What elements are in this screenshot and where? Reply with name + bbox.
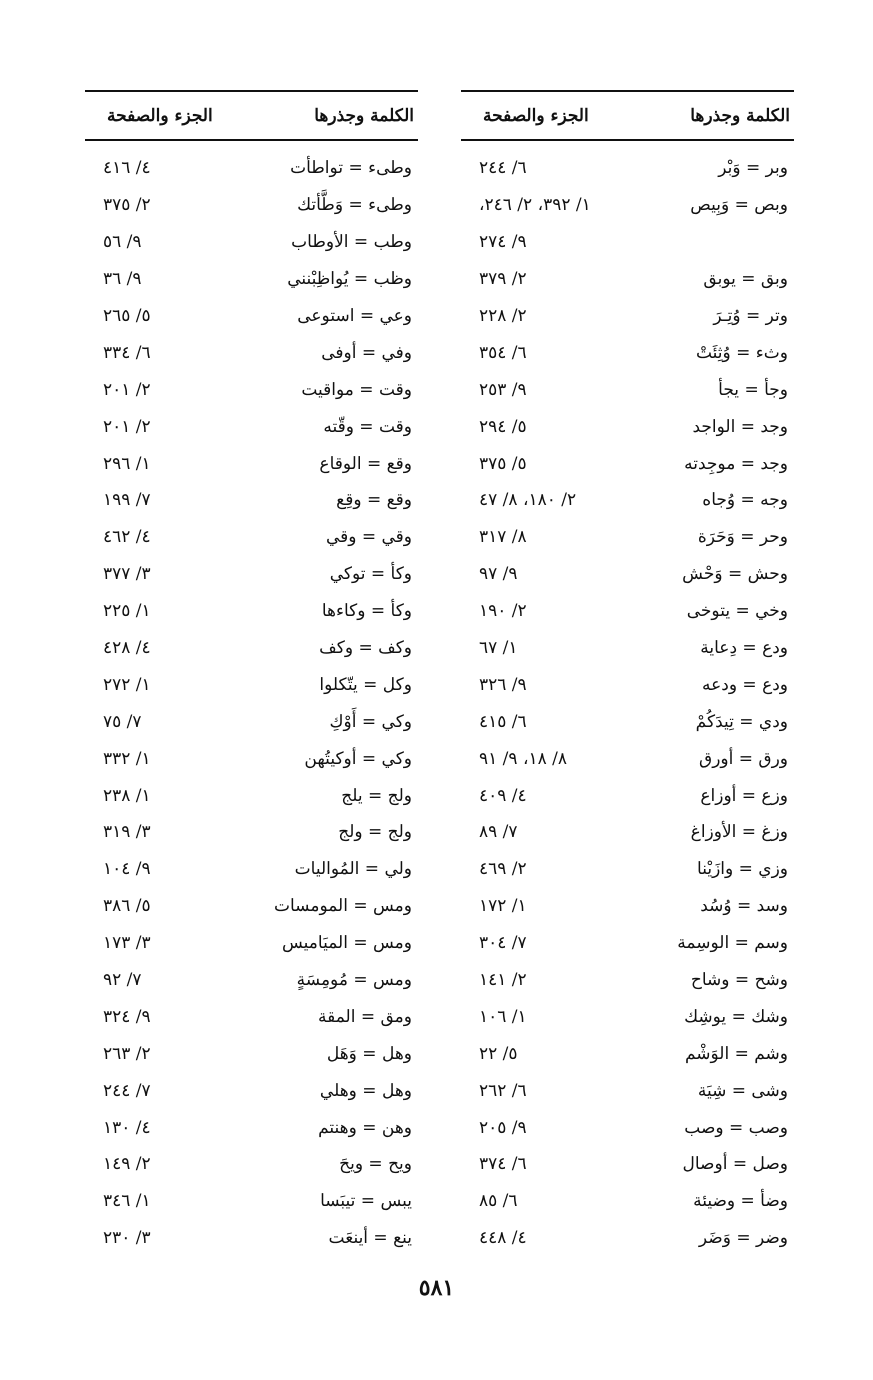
- entry-ref: ٣/ ٢٣٠: [103, 1228, 151, 1249]
- table-row: [85, 371, 418, 408]
- entry-word: وهل = وهلي: [319, 1080, 412, 1101]
- table-row: [461, 1109, 794, 1146]
- table-row: [461, 740, 794, 777]
- page-number: ٥٨١: [418, 1275, 455, 1301]
- table-row: [461, 962, 794, 999]
- entry-ref: ٧/ ٧٥: [103, 711, 142, 732]
- entry-word: وقي = وقي: [325, 527, 412, 548]
- header-ref: الجزء والصفحة: [107, 105, 213, 126]
- table-row: [85, 630, 418, 667]
- table-row: [461, 445, 794, 482]
- entry-ref: ٩/ ١٠٤: [103, 859, 151, 880]
- entry-word: وكل = يتّكلوا: [319, 674, 412, 695]
- entry-ref: ٧/ ٢٤٤: [103, 1080, 151, 1101]
- entry-word: وتر = وُتِـرَ: [713, 306, 788, 326]
- entry-word: وصب = وصب: [684, 1117, 788, 1138]
- rows-left: [85, 150, 418, 1257]
- entry-ref: ٧/ ٩٢: [103, 970, 142, 991]
- entry-ref: ٢/ ١٨٠، ٨/ ٤٧: [479, 490, 577, 511]
- header-word: الكلمة وجذرها: [314, 105, 414, 126]
- entry-ref: ١/ ٢٩٦: [103, 453, 151, 474]
- table-row: [461, 298, 794, 335]
- entry-ref: ١/ ٢٣٨: [103, 785, 151, 806]
- table-row: [461, 1220, 794, 1257]
- entry-ref: ٩/ ٢٧٤: [479, 232, 527, 253]
- entry-ref: ٩/ ٣٦: [103, 269, 142, 290]
- entry-ref: ٩/ ٢٥٣: [479, 379, 527, 400]
- table-row: [461, 888, 794, 925]
- table-row: [461, 630, 794, 667]
- entry-word: وشى = شِيَة: [697, 1080, 788, 1101]
- entry-ref: ٦/ ٢٤٤: [479, 158, 527, 179]
- entry-ref: ٦/ ٨٥: [479, 1191, 518, 1212]
- table-row: [461, 1146, 794, 1183]
- entry-ref: ٦/ ٢٦٢: [479, 1080, 527, 1101]
- entry-ref: ٥/ ٢٢: [479, 1043, 518, 1064]
- table-row: [461, 224, 794, 261]
- entry-ref: ١/ ١٧٢: [479, 896, 527, 917]
- table-row: [461, 1035, 794, 1072]
- entry-ref: ١/ ١٠٦: [479, 1006, 527, 1027]
- entry-ref: ٢/ ٤٦٩: [479, 859, 527, 880]
- entry-ref: ٣/ ١٧٣: [103, 933, 151, 954]
- entry-word: وبق = يوبق: [703, 269, 788, 290]
- table-row: [461, 482, 794, 519]
- table-row: [85, 150, 418, 187]
- table-row: [85, 925, 418, 962]
- table-row: [85, 1220, 418, 1257]
- table-row: [85, 777, 418, 814]
- table-row: [85, 593, 418, 630]
- entry-word: ولي = المُواليات: [294, 859, 412, 880]
- entry-word: وصل = أوصال: [682, 1154, 788, 1175]
- entry-word: وكي = أَوْكِ: [329, 711, 412, 732]
- index-table-right: [461, 90, 794, 1257]
- table-row: [85, 1072, 418, 1109]
- entry-word: ومق = المقة: [318, 1006, 412, 1027]
- entry-ref: ٣/ ٣٧٧: [103, 564, 151, 585]
- entry-word: ودي = تِيدَكُمْ: [695, 711, 788, 732]
- entry-word: وقع = الوقاع: [319, 453, 412, 474]
- entry-ref: ٤/ ١٣٠: [103, 1117, 151, 1138]
- entry-ref: ٩/ ٣٢٦: [479, 674, 527, 695]
- entry-ref: ٢/ ٢٠١: [103, 416, 151, 437]
- entry-word: وكف = وكف: [319, 638, 412, 659]
- entry-word: وكأ = وكاءها: [321, 601, 412, 622]
- entry-word: ورق = أورق: [699, 748, 788, 769]
- table-row: [85, 851, 418, 888]
- table-row: [85, 998, 418, 1035]
- entry-ref: ١/ ٣٣٢: [103, 748, 151, 769]
- table-row: [85, 298, 418, 335]
- entry-ref: ٧/ ٨٩: [479, 822, 518, 843]
- entry-ref: ١/ ٢٧٢: [103, 674, 151, 695]
- entry-word: وزي = وازَيْنا: [697, 859, 788, 880]
- table-row: [461, 814, 794, 851]
- entry-word: ودع = ودعه: [701, 674, 788, 695]
- entry-word: وكي = أوكيتُهن: [304, 748, 412, 769]
- table-row: [85, 445, 418, 482]
- table-row: [461, 334, 794, 371]
- entry-ref: ٦/ ٤١٥: [479, 711, 527, 732]
- entry-ref: ٢/ ٢٦٣: [103, 1043, 151, 1064]
- header-ref: الجزء والصفحة: [483, 105, 589, 126]
- entry-ref: ٥/ ٢٦٥: [103, 306, 151, 326]
- entry-word: وثء = وُثِئَتْ: [695, 342, 788, 363]
- entry-ref: ٤/ ٤٠٩: [479, 785, 527, 806]
- table-row: [85, 261, 418, 298]
- table-row: [85, 703, 418, 740]
- table-row: [461, 519, 794, 556]
- table-row: [85, 224, 418, 261]
- entry-word: وجه = وُجاه: [702, 490, 788, 511]
- table-row: [461, 998, 794, 1035]
- table-header: [85, 90, 418, 141]
- entry-ref: ٦/ ٣٧٤: [479, 1154, 527, 1175]
- entry-ref: ٨/ ١٨، ٩/ ٩١: [479, 748, 567, 769]
- entry-ref: ٩/ ٢٠٥: [479, 1117, 527, 1138]
- entry-ref: ٩/ ٥٦: [103, 232, 142, 253]
- entry-ref: ٢/ ٢٢٨: [479, 306, 527, 326]
- entry-ref: ٩/ ٩٧: [479, 564, 518, 585]
- entry-ref: ٣/ ٣١٩: [103, 822, 151, 843]
- entry-word: يبس = تيبَسا: [320, 1191, 412, 1212]
- rows-right: [461, 150, 794, 1257]
- table-row: [461, 851, 794, 888]
- entry-ref: ٦/ ٣٣٤: [103, 342, 151, 363]
- entry-ref: ١/ ٣٩٢، ٢/ ٢٤٦،: [479, 195, 591, 216]
- entry-word: وسد = وُسُد: [700, 896, 788, 917]
- entry-word: ومس = الميَاميس: [282, 933, 412, 954]
- table-row: [85, 519, 418, 556]
- entry-word: وحش = وَحْش: [682, 564, 788, 585]
- entry-word: وطب = الأوطاب: [291, 232, 412, 253]
- entry-word: وفي = أوفى: [321, 342, 412, 363]
- entry-word: وزع = أوزاع: [700, 785, 788, 806]
- table-row: [461, 371, 794, 408]
- table-row: [461, 187, 794, 224]
- entry-ref: ٢/ ١٩٠: [479, 601, 527, 622]
- entry-ref: ٥/ ٢٩٤: [479, 416, 527, 437]
- entry-ref: ٥/ ٣٨٦: [103, 896, 151, 917]
- table-row: [85, 814, 418, 851]
- entry-word: وقت = مواقيت: [301, 379, 412, 400]
- header-word: الكلمة وجذرها: [690, 105, 790, 126]
- entry-ref: ٤/ ٤٤٨: [479, 1228, 527, 1249]
- table-row: [461, 703, 794, 740]
- table-row: [85, 556, 418, 593]
- entry-word: ودع = دِعاية: [700, 638, 788, 659]
- entry-word: ينع = أينعَت: [328, 1228, 412, 1249]
- entry-word: وضأ = وضيئة: [693, 1191, 788, 1212]
- entry-word: وظب = يُواظِبْنني: [287, 269, 412, 290]
- table-row: [85, 408, 418, 445]
- table-header: [461, 90, 794, 141]
- entry-word: وشم = الوَشْم: [684, 1043, 788, 1064]
- entry-word: ومس = المومسات: [273, 896, 412, 917]
- entry-word: وجد = موجِدته: [684, 453, 788, 474]
- entry-word: وطىء = تواطأت: [290, 158, 412, 179]
- entry-ref: ١/ ٦٧: [479, 638, 518, 659]
- table-row: [85, 666, 418, 703]
- entry-word: وزغ = الأوزاغ: [690, 822, 788, 843]
- entry-ref: ٢/ ١٤١: [479, 970, 527, 991]
- entry-word: وشك = يوشِك: [684, 1006, 788, 1027]
- table-row: [85, 334, 418, 371]
- table-row: [85, 482, 418, 519]
- entry-word: وقت = وقّته: [323, 416, 412, 437]
- table-row: [85, 187, 418, 224]
- table-row: [461, 408, 794, 445]
- table-row: [461, 593, 794, 630]
- table-row: [461, 261, 794, 298]
- entry-ref: ٧/ ١٩٩: [103, 490, 151, 511]
- entry-ref: ٤/ ٤٢٨: [103, 638, 151, 659]
- table-row: [461, 556, 794, 593]
- entry-word: ومس = مُومِسَةٍ: [296, 970, 412, 991]
- entry-word: ولج = ولج: [338, 822, 412, 843]
- index-table-left: [85, 90, 418, 1257]
- table-row: [461, 1072, 794, 1109]
- table-row: [461, 925, 794, 962]
- table-row: [461, 150, 794, 187]
- table-row: [85, 1109, 418, 1146]
- entry-ref: ٢/ ١٤٩: [103, 1154, 151, 1175]
- entry-ref: ٢/ ٣٧٥: [103, 195, 151, 216]
- table-row: [461, 666, 794, 703]
- table-row: [85, 962, 418, 999]
- table-row: [85, 1035, 418, 1072]
- entry-word: وطىء = وَطَّأتك: [297, 195, 412, 216]
- entry-word: ولج = يلج: [341, 785, 412, 806]
- entry-ref: ٢/ ٣٧٩: [479, 269, 527, 290]
- table-row: [85, 1146, 418, 1183]
- entry-ref: ١/ ٣٤٦: [103, 1191, 151, 1212]
- table-row: [461, 1183, 794, 1220]
- entry-word: وضر = وَضَر: [698, 1228, 788, 1249]
- entry-ref: ١/ ٢٢٥: [103, 601, 151, 622]
- entry-ref: ٨/ ٣١٧: [479, 527, 527, 548]
- entry-ref: ٤/ ٤٦٢: [103, 527, 151, 548]
- entry-ref: ٧/ ٣٠٤: [479, 933, 527, 954]
- entry-word: وحر = وَحَرَة: [697, 527, 788, 548]
- entry-ref: ٩/ ٣٢٤: [103, 1006, 151, 1027]
- entry-word: وهل = وَهَل: [326, 1043, 412, 1064]
- entry-word: وجد = الواجد: [692, 416, 788, 437]
- entry-ref: ٤/ ٤١٦: [103, 158, 151, 179]
- entry-word: وبر = وَبْر: [718, 158, 788, 179]
- entry-ref: ٢/ ٢٠١: [103, 379, 151, 400]
- entry-word: وهن = وهنتم: [318, 1117, 412, 1138]
- table-row: [85, 740, 418, 777]
- entry-word: وعي = استوعى: [297, 306, 412, 326]
- table-row: [85, 888, 418, 925]
- entry-ref: ٦/ ٣٥٤: [479, 342, 527, 363]
- entry-word: وقع = وقِع: [336, 490, 412, 511]
- entry-word: وشح = وشاح: [690, 970, 788, 991]
- entry-word: وجأ = يجأ: [718, 379, 788, 400]
- entry-word: وخي = يتوخى: [686, 601, 788, 622]
- table-row: [461, 777, 794, 814]
- table-row: [85, 1183, 418, 1220]
- entry-word: وسم = الوسِمة: [677, 933, 788, 954]
- entry-ref: ٥/ ٣٧٥: [479, 453, 527, 474]
- entry-word: ويح = ويحَ: [339, 1154, 412, 1175]
- entry-word: وكأ = توكي: [329, 564, 412, 585]
- entry-word: وبص = وَبِيص: [690, 195, 788, 216]
